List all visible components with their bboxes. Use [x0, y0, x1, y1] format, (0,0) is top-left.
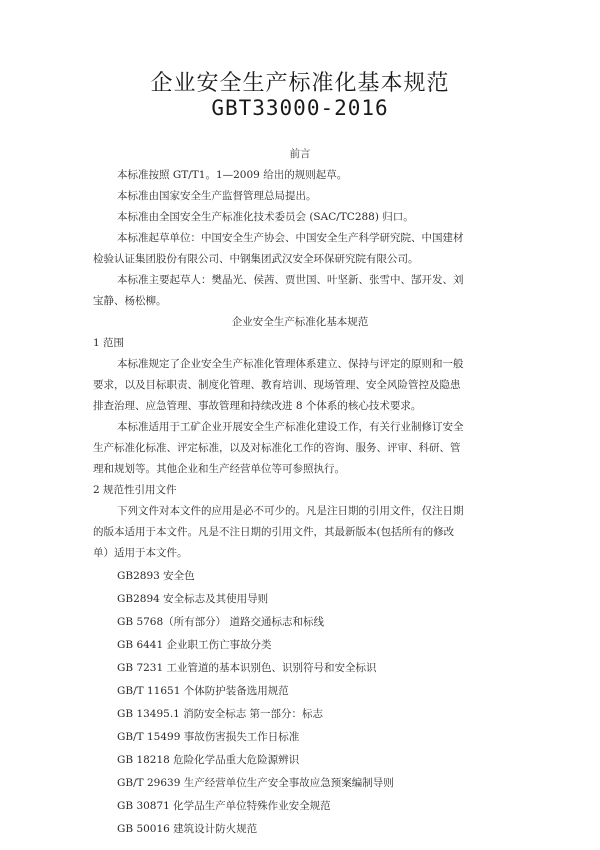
reference-item: GB 18218 危险化学品重大危险源辨识 — [117, 754, 300, 766]
foreword-line: 本标准由全国安全生产标准化技术委员会 (SAC/TC288) 归口。 — [117, 211, 414, 223]
reference-item: GB/T 11651 个体防护装备选用规范 — [117, 685, 289, 697]
foreword-line: 宝静、杨松柳。 — [93, 295, 167, 307]
section1-line: 理和规划等。其他企业和生产经营单位等可参照执行。 — [93, 463, 345, 475]
section1-line: 生产标准化标准、评定标准，以及对标准化工作的咨询、服务、评审、科研、管 — [93, 442, 461, 454]
reference-item: GB 13495.1 消防安全标志 第一部分：标志 — [117, 708, 324, 720]
body-subtitle: 企业安全生产标准化基本规范 — [231, 316, 369, 328]
foreword-heading: 前言 — [289, 148, 311, 160]
foreword-line: 本标准主要起草人：樊晶光、侯茜、贾世国、叶坚新、张雪中、郜开发、刘 — [117, 274, 464, 286]
section2-line: 单）适用于本文件。 — [93, 547, 188, 559]
foreword-line: 本标准按照 GT/T1。1—2009 给出的规则起草。 — [117, 169, 348, 181]
section1-line: 本标准适用于工矿企业开展安全生产标准化建设工作，有关行业制修订安全 — [117, 421, 464, 433]
reference-item: GB 5768（所有部分） 道路交通标志和标线 — [117, 616, 325, 628]
section1-line: 本标准规定了企业安全生产标准化管理体系建立、保持与评定的原则和一般 — [117, 358, 464, 370]
section1-line: 排查治理、应急管理、事故管理和持续改进 8 个体系的核心技术要求。 — [93, 400, 422, 412]
reference-item: GB/T 15499 事故伤害损失工作日标准 — [117, 731, 300, 743]
reference-item: GB/T 29639 生产经营单位生产安全事故应急预案编制导则 — [117, 777, 394, 789]
reference-item: GB 30871 化学品生产单位特殊作业安全规范 — [117, 800, 331, 812]
section-heading: 1 范围 — [93, 337, 125, 349]
reference-item: GB 7231 工业管道的基本识别色、识别符号和安全标识 — [117, 662, 377, 674]
reference-item: GB2894 安全标志及其使用导则 — [117, 593, 269, 605]
reference-item: GB2893 安全色 — [117, 570, 195, 582]
section1-line: 要求，以及目标职责、制度化管理、教育培训、现场管理、安全风险管控及隐患 — [93, 379, 461, 391]
foreword-line: 本标准起草单位：中国安全生产协会、中国安全生产科学研究院、中国建材 — [117, 232, 464, 244]
foreword-line: 检验认证集团股份有限公司、中钢集团武汉安全环保研究院有限公司。 — [93, 253, 419, 265]
section-heading: 2 规范性引用文件 — [93, 484, 177, 496]
reference-item: GB 50016 建筑设计防火规范 — [117, 823, 258, 835]
section2-line: 下列文件对本文件的应用是必不可少的。凡是注日期的引用文件，仅注日期 — [117, 505, 464, 517]
foreword-line: 本标准由国家安全生产监督管理总局提出。 — [117, 190, 317, 202]
reference-item: GB 6441 企业职工伤亡事故分类 — [117, 639, 272, 651]
section2-line: 的版本适用于本文件。凡是不注日期的引用文件，其最新版本(包括所有的修改 — [93, 526, 455, 538]
standard-code: GBT33000-2016 — [211, 96, 389, 120]
document-title: 企业安全生产标准化基本规范 — [150, 71, 450, 96]
